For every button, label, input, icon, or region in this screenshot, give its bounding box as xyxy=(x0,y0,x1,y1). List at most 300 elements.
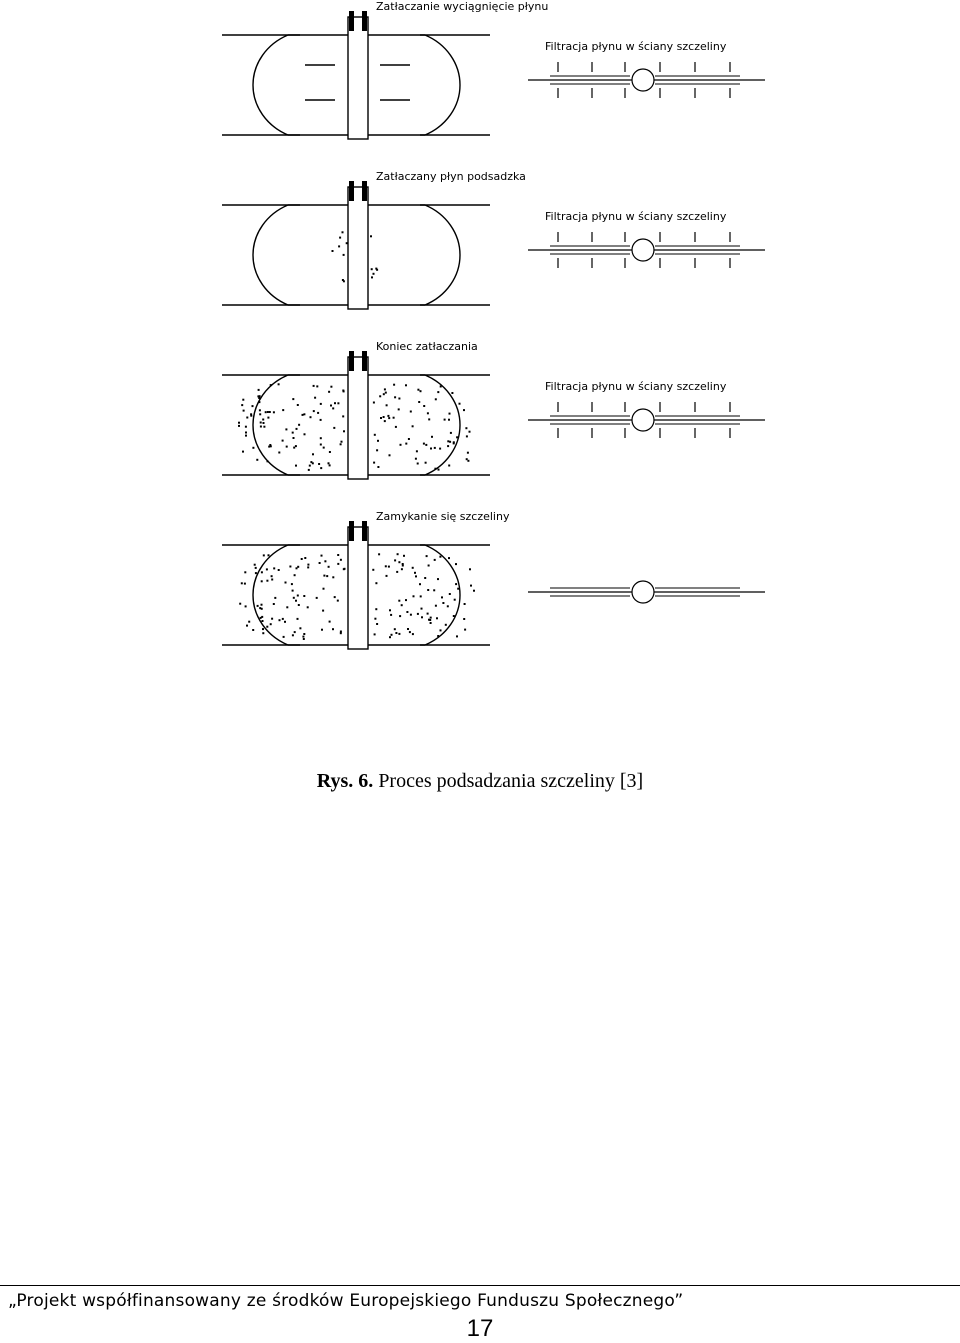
proppant-grain xyxy=(430,448,432,450)
proppant-grain xyxy=(417,389,419,391)
proppant-grain xyxy=(244,583,246,585)
proppant-grain xyxy=(297,595,299,597)
proppant-grain xyxy=(262,628,264,630)
wellbore-cap xyxy=(349,11,354,31)
proppant-grain xyxy=(271,575,273,577)
leakoff-label: Filtracja płynu w ściany szczeliny xyxy=(545,210,727,223)
proppant-grain xyxy=(342,279,344,281)
figure-caption xyxy=(0,770,960,793)
proppant-grain xyxy=(376,623,378,625)
footer-divider xyxy=(0,1285,960,1286)
proppant-grain xyxy=(454,599,456,601)
proppant-grain xyxy=(437,635,439,637)
proppant-grain xyxy=(282,440,284,442)
proppant-grain xyxy=(380,417,382,419)
proppant-grain xyxy=(433,589,435,591)
proppant-grain xyxy=(407,628,409,630)
proppant-grain xyxy=(405,443,407,445)
proppant-grain xyxy=(326,575,328,577)
proppant-grain xyxy=(455,563,457,565)
leakoff-label: Filtracja płynu w ściany szczeliny xyxy=(545,40,727,53)
proppant-grain xyxy=(413,595,415,597)
proppant-grain xyxy=(310,416,312,418)
wellbore-cap xyxy=(349,351,354,371)
proppant-grain xyxy=(394,396,396,398)
proppant-grain xyxy=(410,614,412,616)
proppant-grain xyxy=(316,385,318,387)
proppant-grain xyxy=(269,444,271,446)
proppant-grain xyxy=(266,568,268,570)
proppant-grain xyxy=(252,447,254,449)
proppant-grain xyxy=(312,462,314,464)
proppant-grain xyxy=(322,610,324,612)
proppant-grain xyxy=(340,559,342,561)
proppant-grain xyxy=(291,583,293,585)
proppant-grain xyxy=(418,401,420,403)
proppant-grain xyxy=(273,411,275,413)
proppant-grain xyxy=(333,427,335,429)
proppant-grain xyxy=(329,621,331,623)
proppant-grain xyxy=(239,603,241,605)
proppant-grain xyxy=(266,580,268,582)
leakoff-label: Filtracja płynu w ściany szczeliny xyxy=(545,380,727,393)
proppant-grain xyxy=(467,460,469,462)
proppant-grain xyxy=(259,607,261,609)
proppant-grain xyxy=(284,621,286,623)
proppant-grain xyxy=(434,447,436,449)
proppant-grain xyxy=(286,446,288,448)
proppant-grain xyxy=(245,605,247,607)
proppant-grain xyxy=(464,629,466,631)
proppant-grain xyxy=(457,588,459,590)
proppant-grain xyxy=(430,622,432,624)
proppant-grain xyxy=(420,595,422,597)
proppant-grain xyxy=(428,565,430,567)
proppant-grain xyxy=(450,432,452,434)
proppant-grain xyxy=(263,554,265,556)
proppant-grain xyxy=(267,417,269,419)
proppant-grain xyxy=(245,432,247,434)
proppant-grain xyxy=(254,564,256,566)
proppant-grain xyxy=(299,627,301,629)
proppant-grain xyxy=(321,629,323,631)
proppant-grain xyxy=(465,427,467,429)
proppant-grain xyxy=(427,613,429,615)
proppant-grain xyxy=(453,442,455,444)
proppant-grain xyxy=(437,391,439,393)
proppant-grain xyxy=(425,462,427,464)
proppant-grain xyxy=(248,621,250,623)
proppant-grain xyxy=(398,633,400,635)
proppant-grain xyxy=(466,435,468,437)
proppant-grain xyxy=(243,410,245,412)
proppant-grain xyxy=(314,397,316,399)
proppant-grain xyxy=(371,268,373,270)
proppant-grain xyxy=(387,415,389,417)
proppant-grain xyxy=(437,578,439,580)
proppant-grain xyxy=(320,403,322,405)
proppant-grain xyxy=(273,567,275,569)
proppant-grain xyxy=(415,458,417,460)
proppant-grain xyxy=(421,616,423,618)
proppant-grain xyxy=(292,432,294,434)
proppant-grain xyxy=(329,451,331,453)
proppant-grain xyxy=(389,609,391,611)
proppant-grain xyxy=(262,632,264,634)
proppant-grain xyxy=(337,563,339,565)
proppant-grain xyxy=(329,464,331,466)
proppant-grain xyxy=(469,568,471,570)
proppant-grain xyxy=(463,618,465,620)
proppant-grain xyxy=(260,422,262,424)
stage-label: Zatłaczany płyn podsadzka xyxy=(376,170,526,183)
proppant-grain xyxy=(390,614,392,616)
proppant-grain xyxy=(242,399,244,401)
proppant-grain xyxy=(412,567,414,569)
proppant-grain xyxy=(267,460,269,462)
proppant-grain xyxy=(294,574,296,576)
proppant-grain xyxy=(343,390,345,392)
proppant-grain xyxy=(398,398,400,400)
wellbore xyxy=(348,187,368,309)
proppant-grain xyxy=(438,469,440,471)
stage-label: Koniec zatłaczania xyxy=(376,340,478,353)
wellbore-cap xyxy=(362,181,367,201)
proppant-grain xyxy=(282,618,284,620)
proppant-grain xyxy=(323,447,325,449)
proppant-grain xyxy=(246,417,248,419)
proppant-grain xyxy=(412,633,414,635)
proppant-grain xyxy=(414,572,416,574)
proppant-grain xyxy=(301,558,303,560)
proppant-grain xyxy=(330,386,332,388)
proppant-grain xyxy=(328,462,330,464)
proppant-grain xyxy=(373,402,375,404)
proppant-grain xyxy=(261,571,263,573)
proppant-grain xyxy=(298,424,300,426)
proppant-grain xyxy=(295,465,297,467)
proppant-grain xyxy=(267,411,269,413)
proppant-grain xyxy=(434,468,436,470)
proppant-grain xyxy=(332,576,334,578)
proppant-grain xyxy=(449,593,451,595)
proppant-grain xyxy=(263,422,265,424)
proppant-grain xyxy=(252,629,254,631)
stage-label: Zamykanie się szczeliny xyxy=(376,510,510,523)
proppant-grain xyxy=(258,401,260,403)
proppant-grain xyxy=(427,589,429,591)
proppant-grain xyxy=(250,413,252,415)
proppant-grain xyxy=(346,242,348,244)
proppant-grain xyxy=(375,582,377,584)
proppant-grain xyxy=(469,431,471,433)
proppant-grain xyxy=(424,577,426,579)
footer-funding-note: „Projekt współfinansowany ze środków Europejskiego Funduszu Społecznego” xyxy=(8,1291,684,1311)
proppant-grain xyxy=(261,604,263,606)
proppant-grain xyxy=(283,636,285,638)
proppant-grain xyxy=(309,465,311,467)
proppant-grain xyxy=(297,566,299,568)
proppant-grain xyxy=(385,392,387,394)
proppant-grain xyxy=(273,603,275,605)
proppant-grain xyxy=(260,426,262,428)
proppant-grain xyxy=(393,384,395,386)
wellbore-cap xyxy=(362,11,367,31)
proppant-grain xyxy=(410,411,412,413)
proppant-grain xyxy=(376,449,378,451)
proppant-grain xyxy=(261,580,263,582)
proppant-grain xyxy=(245,426,247,428)
proppant-grain xyxy=(294,631,296,633)
proppant-grain xyxy=(320,444,322,446)
proppant-grain xyxy=(270,623,272,625)
proppant-grain xyxy=(328,566,330,568)
proppant-grain xyxy=(337,554,339,556)
proppant-grain xyxy=(448,465,450,467)
proppant-grain xyxy=(269,411,271,413)
proppant-grain xyxy=(293,437,295,439)
proppant-grain xyxy=(270,384,272,386)
proppant-grain xyxy=(320,467,322,469)
proppant-grain xyxy=(447,605,449,607)
caption-prefix: Rys. 6. xyxy=(316,770,374,792)
wellbore xyxy=(348,357,368,479)
proppant-grain xyxy=(440,386,442,388)
proppant-grain xyxy=(416,450,418,452)
caption-text: Proces podsadzania szczeliny [3] xyxy=(378,770,644,792)
proppant-grain xyxy=(386,404,388,406)
proppant-grain xyxy=(324,560,326,562)
proppant-grain xyxy=(383,393,385,395)
proppant-grain xyxy=(398,600,400,602)
proppant-grain xyxy=(456,436,458,438)
proppant-grain xyxy=(405,384,407,386)
proppant-grain xyxy=(332,250,334,252)
proppant-grain xyxy=(259,413,261,415)
proppant-grain xyxy=(303,638,305,640)
wellbore-cross-section xyxy=(632,581,654,603)
proppant-grain xyxy=(255,572,257,574)
page-number: 17 xyxy=(466,1315,494,1342)
proppant-grain xyxy=(445,624,447,626)
proppant-grain xyxy=(303,413,305,415)
proppant-grain xyxy=(464,603,466,605)
proppant-grain xyxy=(297,404,299,406)
proppant-grain xyxy=(341,441,343,443)
proppant-grain xyxy=(252,405,254,407)
wellbore xyxy=(348,17,368,139)
stage-4 xyxy=(222,510,765,649)
proppant-grain xyxy=(401,604,403,606)
proppant-grain xyxy=(307,606,309,608)
proppant-grain xyxy=(384,420,386,422)
proppant-grain xyxy=(391,634,393,636)
proppant-grain xyxy=(321,555,323,557)
proppant-grain xyxy=(379,395,381,397)
wellbore-cross-section xyxy=(632,69,654,91)
proppant-grain xyxy=(408,438,410,440)
proppant-grain xyxy=(467,452,469,454)
proppant-grain xyxy=(292,398,294,400)
proppant-grain xyxy=(303,633,305,635)
proppant-grain xyxy=(395,426,397,428)
proppant-grain xyxy=(295,600,297,602)
stage-1 xyxy=(222,0,765,139)
proppant-grain xyxy=(403,555,405,557)
proppant-grain xyxy=(406,611,408,613)
proppant-grain xyxy=(304,557,306,559)
proppant-grain xyxy=(393,417,395,419)
proppant-grain xyxy=(343,430,345,432)
proppant-grain xyxy=(295,445,297,447)
proppant-grain xyxy=(343,568,345,570)
wellbore-cross-section xyxy=(632,239,654,261)
proppant-grain xyxy=(374,434,376,436)
proppant-grain xyxy=(257,605,259,607)
proppant-grain xyxy=(434,559,436,561)
proppant-grain xyxy=(340,443,342,445)
proppant-grain xyxy=(343,254,345,256)
proppant-grain xyxy=(402,563,404,565)
proppant-grain xyxy=(339,237,341,239)
proppant-grain xyxy=(463,409,465,411)
proppant-grain xyxy=(296,428,298,430)
proppant-grain xyxy=(389,636,391,638)
proppant-grain xyxy=(318,463,320,465)
proppant-grain xyxy=(330,405,332,407)
proppant-grain xyxy=(385,565,387,567)
proppant-grain xyxy=(375,268,377,270)
proppant-grain xyxy=(268,554,270,556)
proppant-grain xyxy=(292,590,294,592)
wellbore-cap xyxy=(362,521,367,541)
proppant-grain xyxy=(423,443,425,445)
proppant-grain xyxy=(388,566,390,568)
proppant-grain xyxy=(401,568,403,570)
proppant-grain xyxy=(372,569,374,571)
proppant-grain xyxy=(338,245,340,247)
proppant-grain xyxy=(436,617,438,619)
proppant-grain xyxy=(435,605,437,607)
proppant-grain xyxy=(332,628,334,630)
wellbore-cap xyxy=(362,351,367,371)
proppant-grain xyxy=(316,597,318,599)
stage-label: Zatłaczanie wyciągnięcie płynu xyxy=(376,0,549,13)
proppant-grain xyxy=(320,437,322,439)
proppant-grain xyxy=(297,618,299,620)
proppant-grain xyxy=(444,419,446,421)
proppant-grain xyxy=(238,425,240,427)
proppant-grain xyxy=(265,411,267,413)
proppant-grain xyxy=(263,426,265,428)
proppant-grain xyxy=(298,604,300,606)
proppant-grain xyxy=(435,398,437,400)
proppant-grain xyxy=(342,415,344,417)
proppant-grain xyxy=(423,405,425,407)
proppant-grain xyxy=(278,569,280,571)
proppant-grain xyxy=(285,582,287,584)
proppant-grain xyxy=(337,600,339,602)
wellbore xyxy=(348,527,368,649)
proppant-grain xyxy=(274,597,276,599)
proppant-grain xyxy=(371,276,373,278)
proppant-grain xyxy=(377,466,379,468)
proppant-grain xyxy=(448,557,450,559)
proppant-grain xyxy=(400,444,402,446)
proppant-grain xyxy=(323,588,325,590)
proppant-grain xyxy=(373,273,375,275)
proppant-grain xyxy=(317,412,319,414)
proppant-grain xyxy=(439,556,441,558)
proppant-grain xyxy=(421,608,423,610)
proppant-grain xyxy=(241,582,243,584)
proppant-grain xyxy=(415,575,417,577)
proppant-grain xyxy=(374,618,376,620)
wellbore-cross-section xyxy=(632,409,654,431)
proppant-grain xyxy=(398,561,400,563)
proppant-grain xyxy=(394,628,396,630)
proppant-grain xyxy=(340,632,342,634)
proppant-grain xyxy=(257,395,259,397)
proppant-grain xyxy=(245,435,247,437)
proppant-grain xyxy=(419,583,421,585)
proppant-grain xyxy=(449,441,451,443)
proppant-grain xyxy=(342,231,344,233)
proppant-grain xyxy=(302,636,304,638)
proppant-grain xyxy=(292,634,294,636)
proppant-grain xyxy=(453,615,455,617)
proppant-grain xyxy=(271,579,273,581)
proppant-grain xyxy=(244,571,246,573)
proppant-grain xyxy=(304,433,306,435)
proppant-grain xyxy=(262,620,264,622)
proppant-grain xyxy=(427,412,429,414)
proppant-grain xyxy=(334,596,336,598)
proppant-grain xyxy=(286,606,288,608)
proppant-grain xyxy=(396,571,398,573)
proppant-grain xyxy=(398,408,400,410)
proppant-grain xyxy=(430,617,432,619)
proppant-grain xyxy=(420,390,422,392)
proppant-grain xyxy=(308,469,310,471)
proppant-grain xyxy=(260,617,262,619)
proppant-grain xyxy=(405,599,407,601)
proppant-grain xyxy=(448,419,450,421)
proppant-grain xyxy=(459,403,461,405)
proppant-grain xyxy=(242,451,244,453)
proppant-grain xyxy=(307,564,309,566)
proppant-grain xyxy=(431,436,433,438)
proppant-grain xyxy=(285,428,287,430)
proppant-grain xyxy=(302,414,304,416)
proppant-grain xyxy=(375,608,377,610)
proppant-grain xyxy=(238,422,240,424)
proppant-grain xyxy=(451,392,453,394)
proppant-grain xyxy=(320,419,322,421)
proppant-grain xyxy=(293,597,295,599)
proppant-grain xyxy=(241,404,243,406)
proppant-grain xyxy=(328,391,330,393)
proppant-grain xyxy=(279,619,281,621)
proppant-grain xyxy=(473,590,475,592)
proppant-grain xyxy=(428,418,430,420)
proppant-grain xyxy=(397,553,399,555)
proppant-grain xyxy=(278,383,280,385)
proppant-grain xyxy=(449,413,451,415)
wellbore-cap xyxy=(349,181,354,201)
proppant-grain xyxy=(266,626,268,628)
proppant-grain xyxy=(255,567,257,569)
